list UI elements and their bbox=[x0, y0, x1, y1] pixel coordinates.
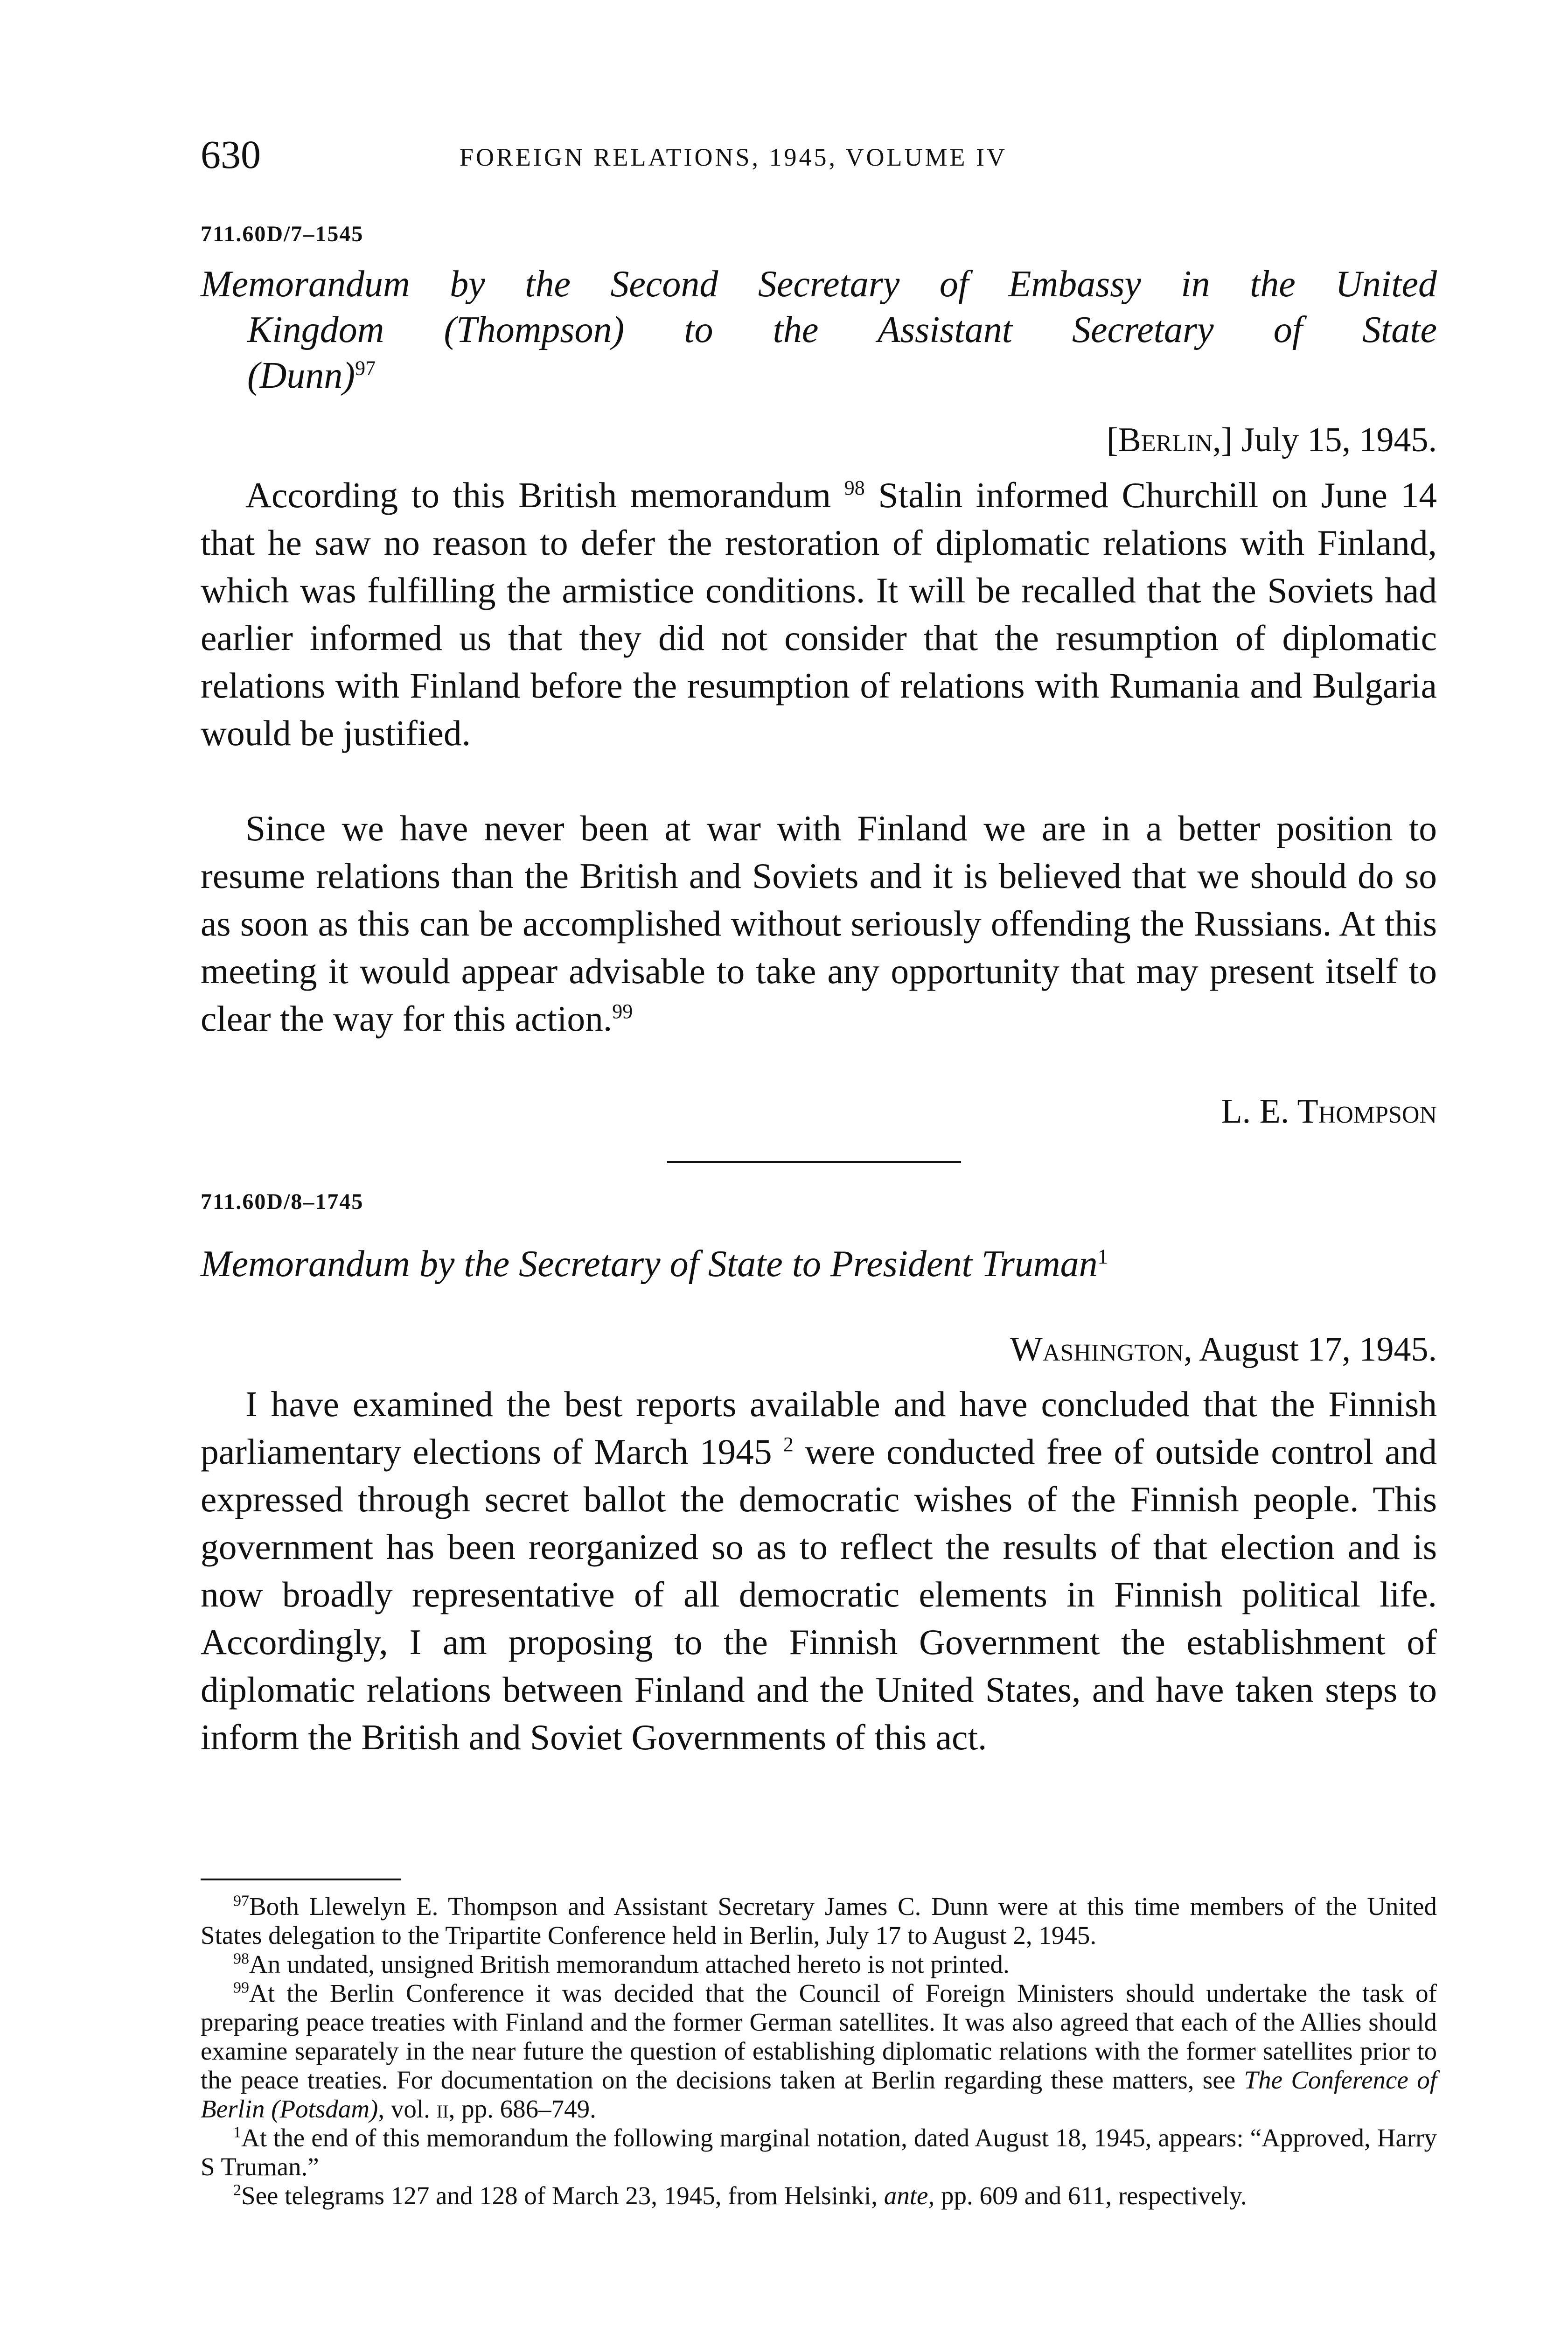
footnote-2-text-a: See telegrams 127 and 128 of March 23, 1945, from Helsinki, bbox=[241, 2181, 878, 2210]
signature: L. E. Thompson bbox=[1221, 1092, 1437, 1131]
footnote-ref-97: 97 bbox=[355, 356, 376, 380]
footnote-1 bbox=[201, 2123, 1437, 2181]
footnote-99-volume: ii bbox=[436, 2095, 449, 2123]
doc1-dateline-place: [Berlin,] bbox=[1106, 421, 1233, 459]
footnote-1-mark: 1 bbox=[233, 2123, 241, 2141]
footnote-ref-99: 99 bbox=[612, 1000, 633, 1023]
doc2-dateline-place: Washington, bbox=[1010, 1330, 1192, 1369]
doc1-title-line3-text: (Dunn) bbox=[247, 355, 355, 396]
footnote-99-mark: 99 bbox=[233, 1979, 249, 1997]
footnote-99-citation: The Conference of Berlin (Potsdam) bbox=[201, 2066, 1437, 2123]
footnote-ref-98: 98 bbox=[844, 476, 865, 500]
doc2-paragraph-1 bbox=[201, 1380, 1437, 1761]
doc2-title bbox=[201, 1241, 1437, 1287]
section-divider bbox=[667, 1161, 961, 1163]
doc1-title-line2: Kingdom (Thompson) to the Assistant Secretary of State bbox=[247, 309, 1437, 350]
footnote-98 bbox=[201, 1950, 1437, 1979]
file-number-2: 711.60D/8–1745 bbox=[201, 1189, 364, 1214]
footnote-2-mark: 2 bbox=[233, 2181, 241, 2199]
doc2-dateline-date: August 17, 1945. bbox=[1199, 1330, 1437, 1369]
footnote-ref-2: 2 bbox=[783, 1433, 794, 1456]
footnote-99-text-c: , pp. 686–749. bbox=[448, 2095, 596, 2123]
footnote-2-ante: ante bbox=[884, 2181, 928, 2210]
doc2-p1-text-a: I have examined the best reports available and have concluded that the Finnish parliamentary elections of March 1945 bbox=[201, 1384, 1437, 1472]
footnote-99-text-b: , vol. bbox=[378, 2095, 437, 2123]
running-title: FOREIGN RELATIONS, 1945, VOLUME IV bbox=[460, 143, 1007, 171]
footnote-2-text-b: , pp. 609 and 611, respectively. bbox=[928, 2181, 1247, 2210]
doc1-p1-text-a: According to this British memorandum bbox=[245, 475, 831, 515]
doc1-paragraph-2 bbox=[201, 804, 1437, 1042]
document-page bbox=[201, 0, 1437, 2333]
doc2-dateline bbox=[1010, 1332, 1437, 1367]
page-number: 630 bbox=[201, 132, 261, 177]
doc1-title-line1: Memorandum by the Second Secretary of Embassy in the United bbox=[201, 264, 1437, 305]
doc1-dateline-date: July 15, 1945. bbox=[1241, 421, 1437, 459]
footnote-99-text-a: At the Berlin Conference it was decided that the Council of Foreign Ministers should undertake the task of preparing peace treaties with Finland and the former German satellites. It was also agreed that each of the Allies should examine separately in the near future the question of establishing diplomatic relations with the former satellites prior to the peace treaties. For documentation on the decisions taken at Berlin regarding these matters, see bbox=[201, 1979, 1437, 2094]
doc2-title-text: Memorandum by the Secretary of State to President Truman bbox=[201, 1243, 1098, 1285]
footnote-97 bbox=[201, 1892, 1437, 1950]
doc1-paragraph-1 bbox=[201, 471, 1437, 757]
footnote-1-text: At the end of this memorandum the following marginal notation, dated August 18, 1945, appears: “Approved, Harry S Truman.” bbox=[201, 2123, 1437, 2181]
footnotes bbox=[201, 1892, 1437, 2210]
footnote-97-mark: 97 bbox=[233, 1892, 249, 1910]
footnote-99 bbox=[201, 1979, 1437, 2123]
doc1-title bbox=[201, 261, 1437, 398]
footnote-97-text: Both Llewelyn E. Thompson and Assistant Secretary James C. Dunn were at this time members of the United States delegation to the Tripartite Conference held in Berlin, July 17 to August 2, 1945. bbox=[201, 1892, 1437, 1949]
doc1-dateline bbox=[1107, 423, 1437, 457]
doc1-p1-text-b: Stalin informed Churchill on June 14 that he saw no reason to defer the restoration of diplomatic relations with Finland, which was fulfilling the armistice conditions. It will be recalled that the Soviets had earlier informed us that they did not consider that the resumption of diplomatic relations with Finland before the resumption of relations with Rumania and Bulgaria would be justified. bbox=[201, 475, 1437, 753]
file-number-1: 711.60D/7–1545 bbox=[201, 222, 364, 246]
footnote-ref-1: 1 bbox=[1097, 1245, 1108, 1268]
doc1-title-line3 bbox=[201, 353, 1437, 398]
footnote-2 bbox=[201, 2181, 1437, 2210]
footnote-rule bbox=[201, 1879, 401, 1880]
footnote-98-mark: 98 bbox=[233, 1950, 249, 1968]
doc2-p1-text-b: were conducted free of outside control and expressed through secret ballot the democratic wishes of the Finnish people. This government has been reorganized so as to reflect the results of that election and is now broadly representative of all democratic elements in Finnish political life. Accordingly, I am proposing to the Finnish Government the establishment of diplomatic relations between Finland and the United States, and have taken steps to inform the British and Soviet Governments of this act. bbox=[201, 1432, 1437, 1757]
doc1-p2-text: Since we have never been at war with Finland we are in a better position to resume relations than the British and Soviets and it is believed that we should do so as soon as this can be accomplished without seriously offending the Russians. At this meeting it would appear advisable to take any opportunity that may present itself to clear the way for this action. bbox=[201, 808, 1437, 1039]
footnote-98-text: An undated, unsigned British memorandum attached hereto is not printed. bbox=[249, 1950, 1010, 1978]
